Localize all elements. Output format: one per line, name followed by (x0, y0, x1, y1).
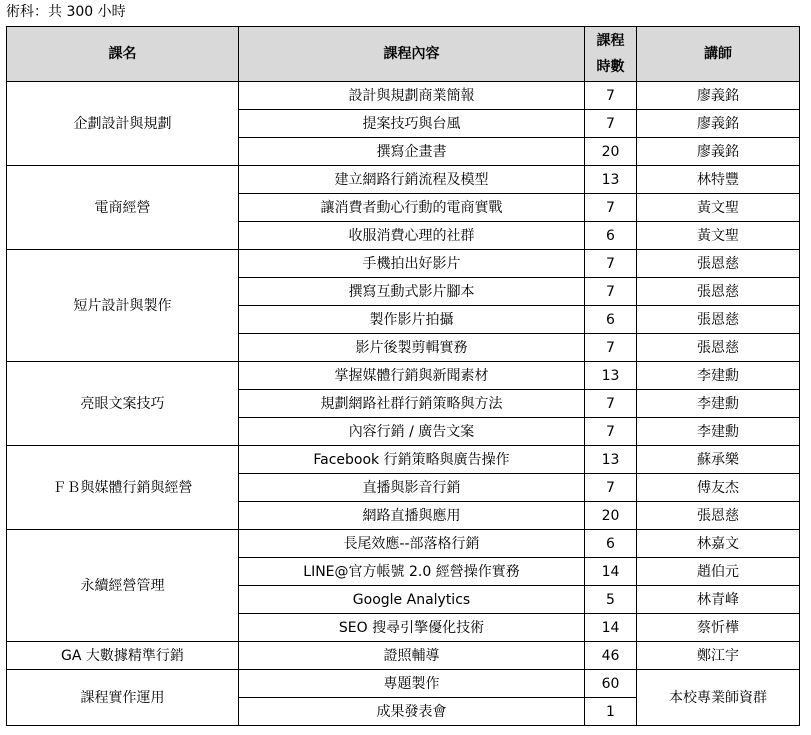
hours-cell: 7 (585, 278, 637, 306)
teacher-cell: 李建勳 (637, 362, 800, 390)
hours-cell: 7 (585, 250, 637, 278)
teacher-cell: 張恩慈 (637, 502, 800, 530)
hours-cell: 1 (585, 698, 637, 726)
content-cell: 專題製作 (239, 670, 585, 698)
content-cell: 掌握媒體行銷與新聞素材 (239, 362, 585, 390)
course-name-cell: 亮眼文案技巧 (7, 362, 239, 446)
content-cell: 提案技巧與台風 (239, 110, 585, 138)
teacher-cell: 廖義銘 (637, 138, 800, 166)
content-cell: 直播與影音行銷 (239, 474, 585, 502)
hours-cell: 7 (585, 82, 637, 110)
content-cell: 證照輔導 (239, 642, 585, 670)
hours-cell: 7 (585, 194, 637, 222)
content-cell: LINE@官方帳號 2.0 經營操作實務 (239, 558, 585, 586)
teacher-cell: 林嘉文 (637, 530, 800, 558)
table-body (7, 82, 800, 726)
table-row (7, 530, 800, 558)
teacher-cell: 蔡忻樺 (637, 614, 800, 642)
content-cell: SEO 搜尋引擎優化技術 (239, 614, 585, 642)
teacher-cell: 傅友杰 (637, 474, 800, 502)
teacher-cell: 蘇承樂 (637, 446, 800, 474)
course-name-cell: 電商經營 (7, 166, 239, 250)
hours-cell: 14 (585, 614, 637, 642)
hours-cell: 7 (585, 110, 637, 138)
teacher-cell: 張恩慈 (637, 278, 800, 306)
header-teacher: 講師 (637, 27, 800, 82)
header-content: 課程內容 (239, 27, 585, 82)
table-row (7, 362, 800, 390)
content-cell: 手機拍出好影片 (239, 250, 585, 278)
table-row (7, 670, 800, 698)
hours-cell: 13 (585, 362, 637, 390)
teacher-cell: 李建勳 (637, 390, 800, 418)
teacher-cell: 張恩慈 (637, 306, 800, 334)
hours-cell: 20 (585, 502, 637, 530)
table-row (7, 250, 800, 278)
page-caption: 術科：共 300 小時 (6, 4, 126, 20)
content-cell: 影片後製剪輯實務 (239, 334, 585, 362)
hours-cell: 13 (585, 446, 637, 474)
hours-cell: 5 (585, 586, 637, 614)
teacher-cell: 黃文聖 (637, 194, 800, 222)
hours-cell: 60 (585, 670, 637, 698)
course-name-cell: GA 大數據精準行銷 (7, 642, 239, 670)
header-course: 課名 (7, 27, 239, 82)
content-cell: 成果發表會 (239, 698, 585, 726)
table-row (7, 642, 800, 670)
content-cell: 規劃網路社群行銷策略與方法 (239, 390, 585, 418)
content-cell: 長尾效應--部落格行銷 (239, 530, 585, 558)
hours-cell: 7 (585, 418, 637, 446)
content-cell: 讓消費者動心行動的電商實戰 (239, 194, 585, 222)
teacher-cell: 張恩慈 (637, 250, 800, 278)
content-cell: 設計與規劃商業簡報 (239, 82, 585, 110)
teacher-cell: 李建勳 (637, 418, 800, 446)
course-name-cell: 企劃設計與規劃 (7, 82, 239, 166)
content-cell: 收服消費心理的社群 (239, 222, 585, 250)
course-name-cell: 短片設計與製作 (7, 250, 239, 362)
course-name-cell: 課程實作運用 (7, 670, 239, 726)
hours-cell: 46 (585, 642, 637, 670)
hours-cell: 6 (585, 306, 637, 334)
hours-cell: 20 (585, 138, 637, 166)
hours-cell: 7 (585, 390, 637, 418)
table-header-row (7, 27, 800, 82)
teacher-cell: 黃文聖 (637, 222, 800, 250)
header-hours-line2: 時數 (596, 59, 625, 75)
teacher-cell: 林青峰 (637, 586, 800, 614)
hours-cell: 13 (585, 166, 637, 194)
table-row (7, 82, 800, 110)
teacher-cell: 趙伯元 (637, 558, 800, 586)
course-name-cell: 永續經營管理 (7, 530, 239, 642)
teacher-cell: 鄭江宇 (637, 642, 800, 670)
teacher-cell: 張恩慈 (637, 334, 800, 362)
content-cell: Facebook 行銷策略與廣告操作 (239, 446, 585, 474)
content-cell: 網路直播與應用 (239, 502, 585, 530)
hours-cell: 6 (585, 222, 637, 250)
content-cell: 建立網路行銷流程及模型 (239, 166, 585, 194)
hours-cell: 7 (585, 334, 637, 362)
teacher-cell: 廖義銘 (637, 110, 800, 138)
content-cell: 撰寫企畫書 (239, 138, 585, 166)
table-row (7, 446, 800, 474)
content-cell: 製作影片拍攝 (239, 306, 585, 334)
course-schedule-table (6, 26, 800, 726)
table-row (7, 166, 800, 194)
content-cell: Google Analytics (239, 586, 585, 614)
teacher-cell: 廖義銘 (637, 82, 800, 110)
header-hours-line1: 課程 (596, 33, 625, 49)
course-name-cell: ＦＢ與媒體行銷與經營 (7, 446, 239, 530)
teacher-cell: 本校專業師資群 (637, 670, 800, 726)
hours-cell: 6 (585, 530, 637, 558)
hours-cell: 14 (585, 558, 637, 586)
hours-cell: 7 (585, 474, 637, 502)
teacher-cell: 林特豐 (637, 166, 800, 194)
content-cell: 內容行銷 / 廣告文案 (239, 418, 585, 446)
content-cell: 撰寫互動式影片腳本 (239, 278, 585, 306)
header-hours (585, 27, 637, 82)
